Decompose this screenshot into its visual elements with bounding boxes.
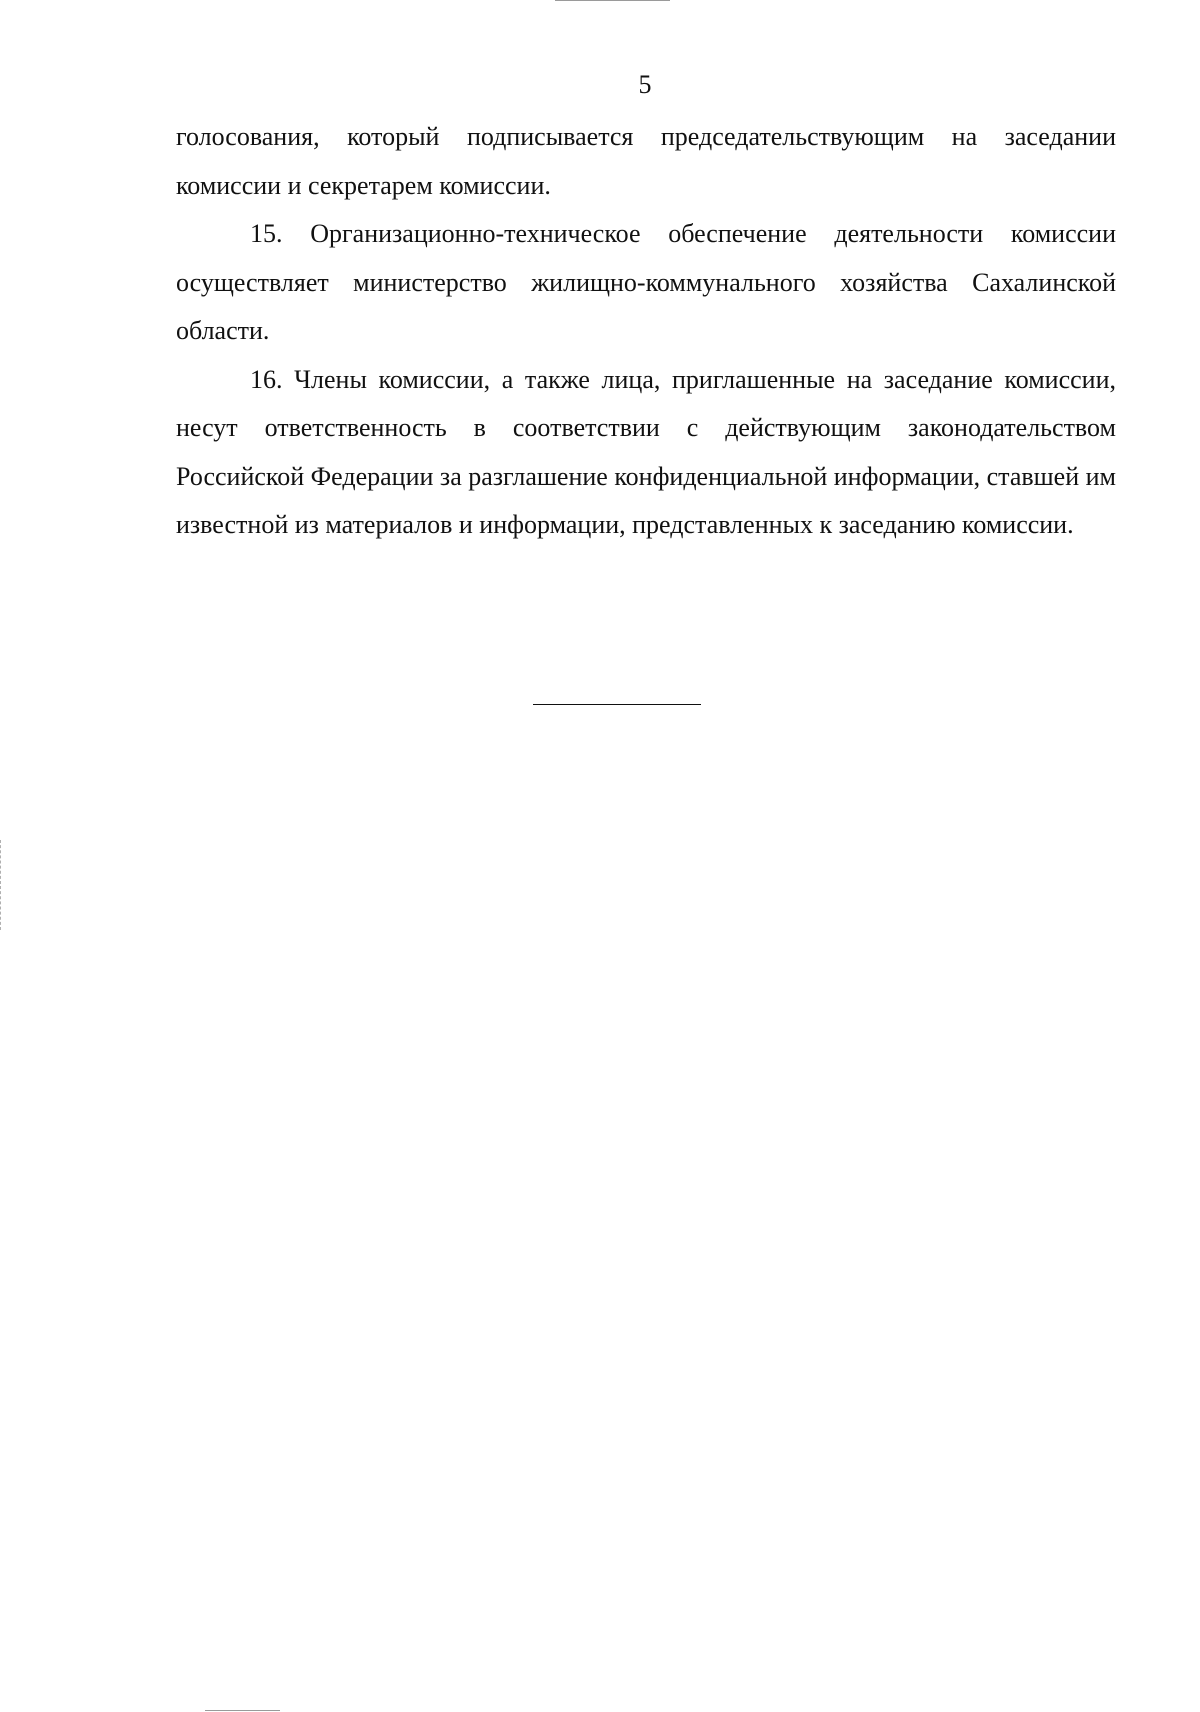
paragraph-16: 16. Члены комиссии, а также лица, приглашенные на заседание комиссии, несут ответственность в соответствии с действующим законодательством Российской Федерации за разглашение конфиденциальной информации, ставшей им известной из материалов и информации, представленных к заседанию комиссии. (176, 364, 1116, 539)
page-number: 5 (638, 70, 652, 99)
document-body (176, 113, 1116, 550)
paragraph-continuation: голосования, который подписывается председательствующим на заседании комиссии и секретарем комиссии. (176, 122, 1116, 200)
scan-edge-top (555, 0, 670, 1)
scan-edge-left (0, 840, 1, 930)
paragraph-15: 15. Организационно-техническое обеспечение деятельности комиссии осуществляет министерство жилищно-коммунального хозяйства Сахалинской области. (176, 219, 1116, 345)
scan-edge-bottom (205, 1710, 280, 1711)
end-separator-line (533, 704, 701, 705)
